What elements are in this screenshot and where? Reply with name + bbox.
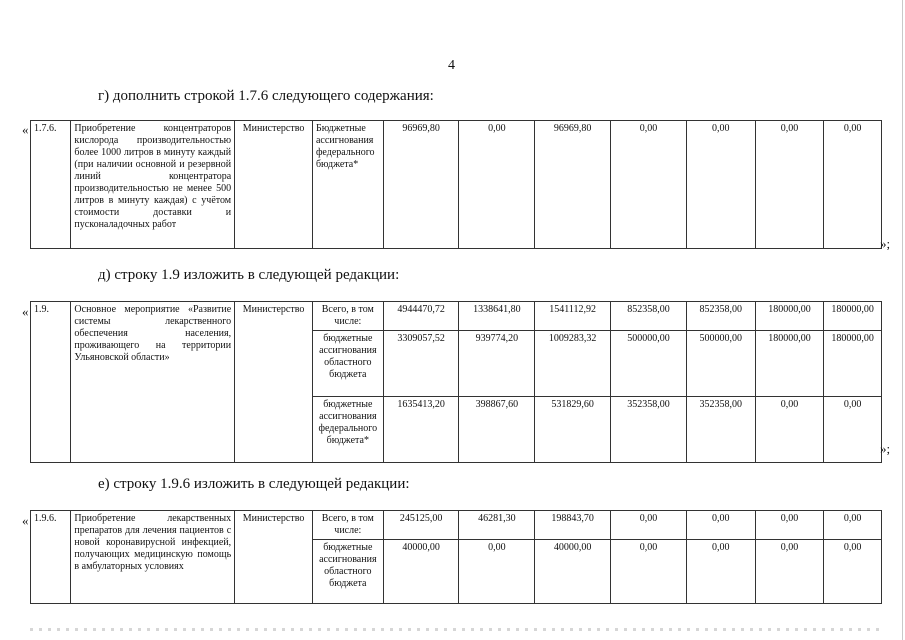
value-year-1: 46281,30 <box>459 511 535 540</box>
row-number: 1.7.6. <box>31 121 71 249</box>
value-year-1: 1338641,80 <box>459 302 535 331</box>
value-total: 96969,80 <box>383 121 459 249</box>
value-year-2: 198843,70 <box>535 511 611 540</box>
value-year-5: 0,00 <box>755 121 824 249</box>
executor: Министерство <box>235 121 313 249</box>
executor: Министерство <box>235 302 313 463</box>
row-number: 1.9.6. <box>31 511 71 604</box>
table-row-1-7-6 <box>30 120 882 249</box>
value-year-2: 96969,80 <box>535 121 611 249</box>
table-row-1-9 <box>30 301 882 463</box>
close-quote: »; <box>880 236 891 251</box>
close-quote: »; <box>880 441 891 456</box>
value-year-5: 180000,00 <box>755 302 824 331</box>
value-year-4: 0,00 <box>686 121 755 249</box>
measure-name: Приобретение лекарственных препаратов для лечения пациентов с новой коронавирусной инфекцией, получающих медицинскую помощь в амбулаторных условиях <box>71 511 235 604</box>
value-year-4: 352358,00 <box>686 397 755 463</box>
value-year-6: 180000,00 <box>824 331 882 397</box>
value-total: 1635413,20 <box>383 397 459 463</box>
value-year-5: 0,00 <box>755 397 824 463</box>
value-year-2: 531829,60 <box>535 397 611 463</box>
value-year-1: 939774,20 <box>459 331 535 397</box>
funding-source: бюджетные ассигнования федерального бюджета* <box>312 397 383 463</box>
value-year-6: 180000,00 <box>824 302 882 331</box>
value-year-3: 0,00 <box>611 121 687 249</box>
executor: Министерство <box>235 511 313 604</box>
value-year-1: 0,00 <box>459 540 535 604</box>
paragraph-d: д) строку 1.9 изложить в следующей редакции: <box>98 267 400 283</box>
measure-name: Основное мероприятие «Развитие системы лекарственного обеспечения населения, проживающего на территории Ульяновской области» <box>71 302 235 463</box>
funding-source: бюджетные ассигнования областного бюджета <box>312 540 383 604</box>
funding-source: Всего, в том числе: <box>312 302 383 331</box>
value-total: 3309057,52 <box>383 331 459 397</box>
table-row-1-9-6 <box>30 510 882 604</box>
value-year-3: 0,00 <box>611 511 687 540</box>
value-year-6: 0,00 <box>824 397 882 463</box>
value-year-3: 352358,00 <box>611 397 687 463</box>
paragraph-g: г) дополнить строкой 1.7.6 следующего содержания: <box>98 88 434 104</box>
value-year-1: 398867,60 <box>459 397 535 463</box>
measure-name: Приобретение концентраторов кислорода производительностью более 1000 литров в минуту каждый (при наличии основной и резервной линий концентратора производительностью не менее 500 литров в минуту каждая) с учётом стоимости доставки и пусконаладочных работ <box>71 121 235 249</box>
funding-source: Всего, в том числе: <box>312 511 383 540</box>
page-number: 4 <box>448 58 455 73</box>
funding-source: бюджетные ассигнования областного бюджета <box>312 331 383 397</box>
funding-source: Бюджетные ассигнования федерального бюджета* <box>312 121 383 249</box>
value-year-3: 0,00 <box>611 540 687 604</box>
open-quote: « <box>22 122 29 137</box>
open-quote: « <box>22 513 29 528</box>
value-year-3: 500000,00 <box>611 331 687 397</box>
value-year-5: 0,00 <box>755 540 824 604</box>
value-year-2: 1009283,32 <box>535 331 611 397</box>
value-total: 40000,00 <box>383 540 459 604</box>
page-edge <box>902 0 903 640</box>
value-year-4: 852358,00 <box>686 302 755 331</box>
paragraph-e: е) строку 1.9.6 изложить в следующей редакции: <box>98 476 410 492</box>
value-total: 4944470,72 <box>383 302 459 331</box>
value-year-5: 180000,00 <box>755 331 824 397</box>
value-year-4: 500000,00 <box>686 331 755 397</box>
value-total: 245125,00 <box>383 511 459 540</box>
value-year-4: 0,00 <box>686 540 755 604</box>
value-year-1: 0,00 <box>459 121 535 249</box>
scan-artifact-line <box>30 628 885 631</box>
value-year-2: 40000,00 <box>535 540 611 604</box>
value-year-4: 0,00 <box>686 511 755 540</box>
value-year-2: 1541112,92 <box>535 302 611 331</box>
open-quote: « <box>22 304 29 319</box>
row-number: 1.9. <box>31 302 71 463</box>
value-year-6: 0,00 <box>824 511 882 540</box>
value-year-3: 852358,00 <box>611 302 687 331</box>
value-year-6: 0,00 <box>824 540 882 604</box>
value-year-5: 0,00 <box>755 511 824 540</box>
value-year-6: 0,00 <box>824 121 882 249</box>
